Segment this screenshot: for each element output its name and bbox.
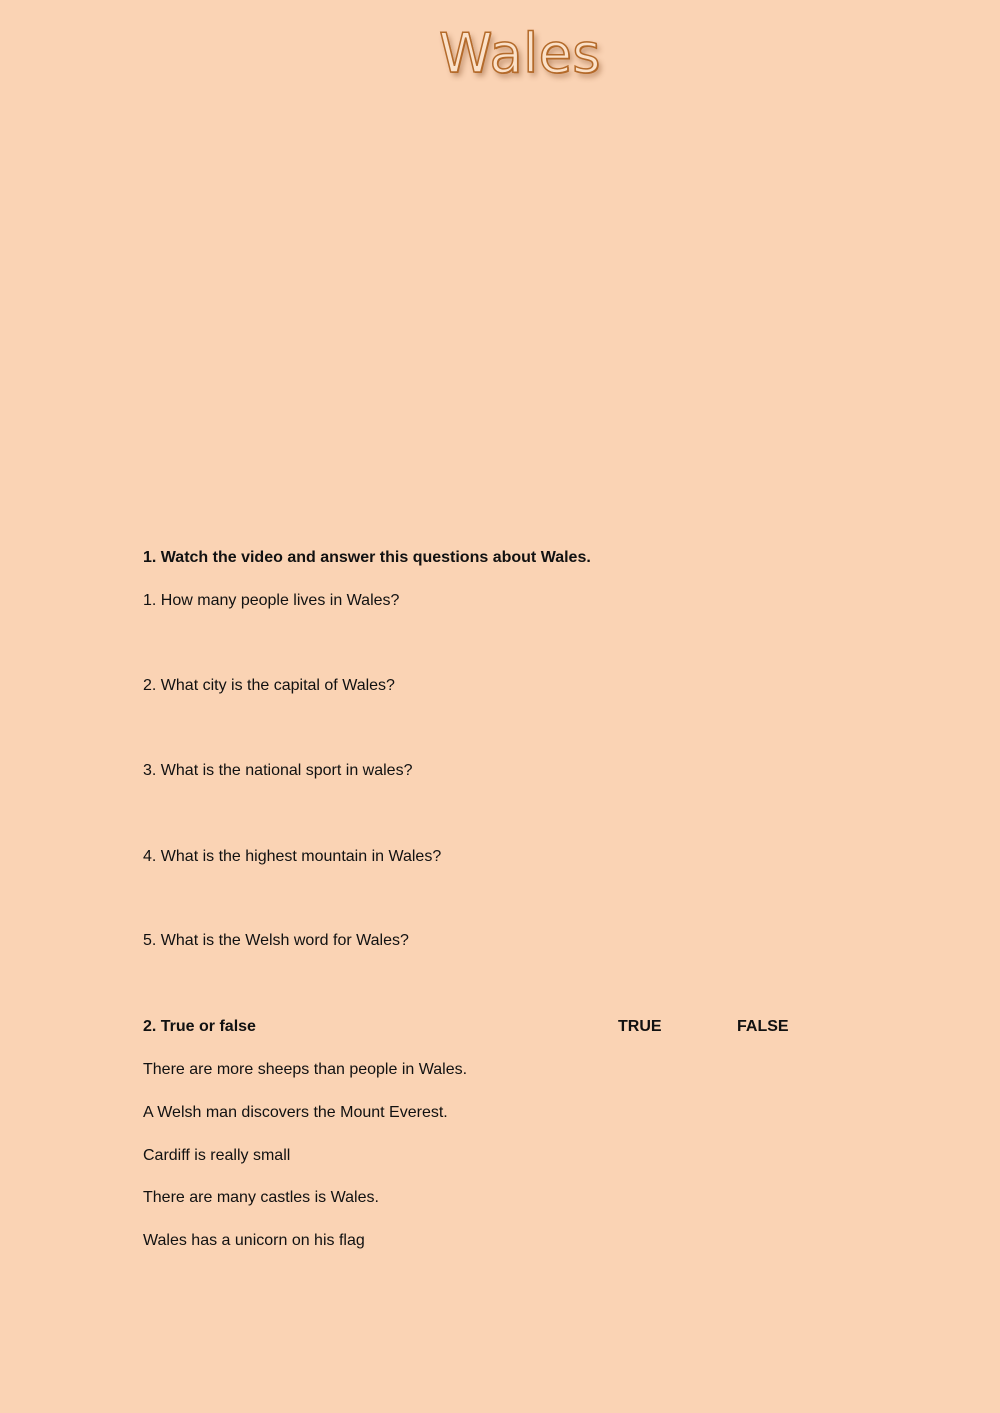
question-2: 2. What city is the capital of Wales?	[143, 677, 395, 694]
false-column-header: FALSE	[737, 1018, 789, 1035]
statement-2: A Welsh man discovers the Mount Everest.	[143, 1104, 448, 1121]
statement-4: There are many castles is Wales.	[143, 1189, 379, 1206]
statement-5: Wales has a unicorn on his flag	[143, 1232, 365, 1249]
question-5: 5. What is the Welsh word for Wales?	[143, 932, 409, 949]
section-1-heading: 1. Watch the video and answer this questions about Wales.	[143, 549, 591, 566]
section-2-heading: 2. True or false	[143, 1018, 256, 1035]
question-1: 1. How many people lives in Wales?	[143, 592, 400, 609]
page-title: Wales	[439, 22, 601, 85]
statement-3: Cardiff is really small	[143, 1147, 291, 1164]
question-3: 3. What is the national sport in wales?	[143, 762, 413, 779]
question-4: 4. What is the highest mountain in Wales?	[143, 848, 442, 865]
true-column-header: TRUE	[618, 1018, 662, 1035]
statement-1: There are more sheeps than people in Wales.	[143, 1061, 468, 1078]
video-placeholder	[140, 110, 860, 520]
